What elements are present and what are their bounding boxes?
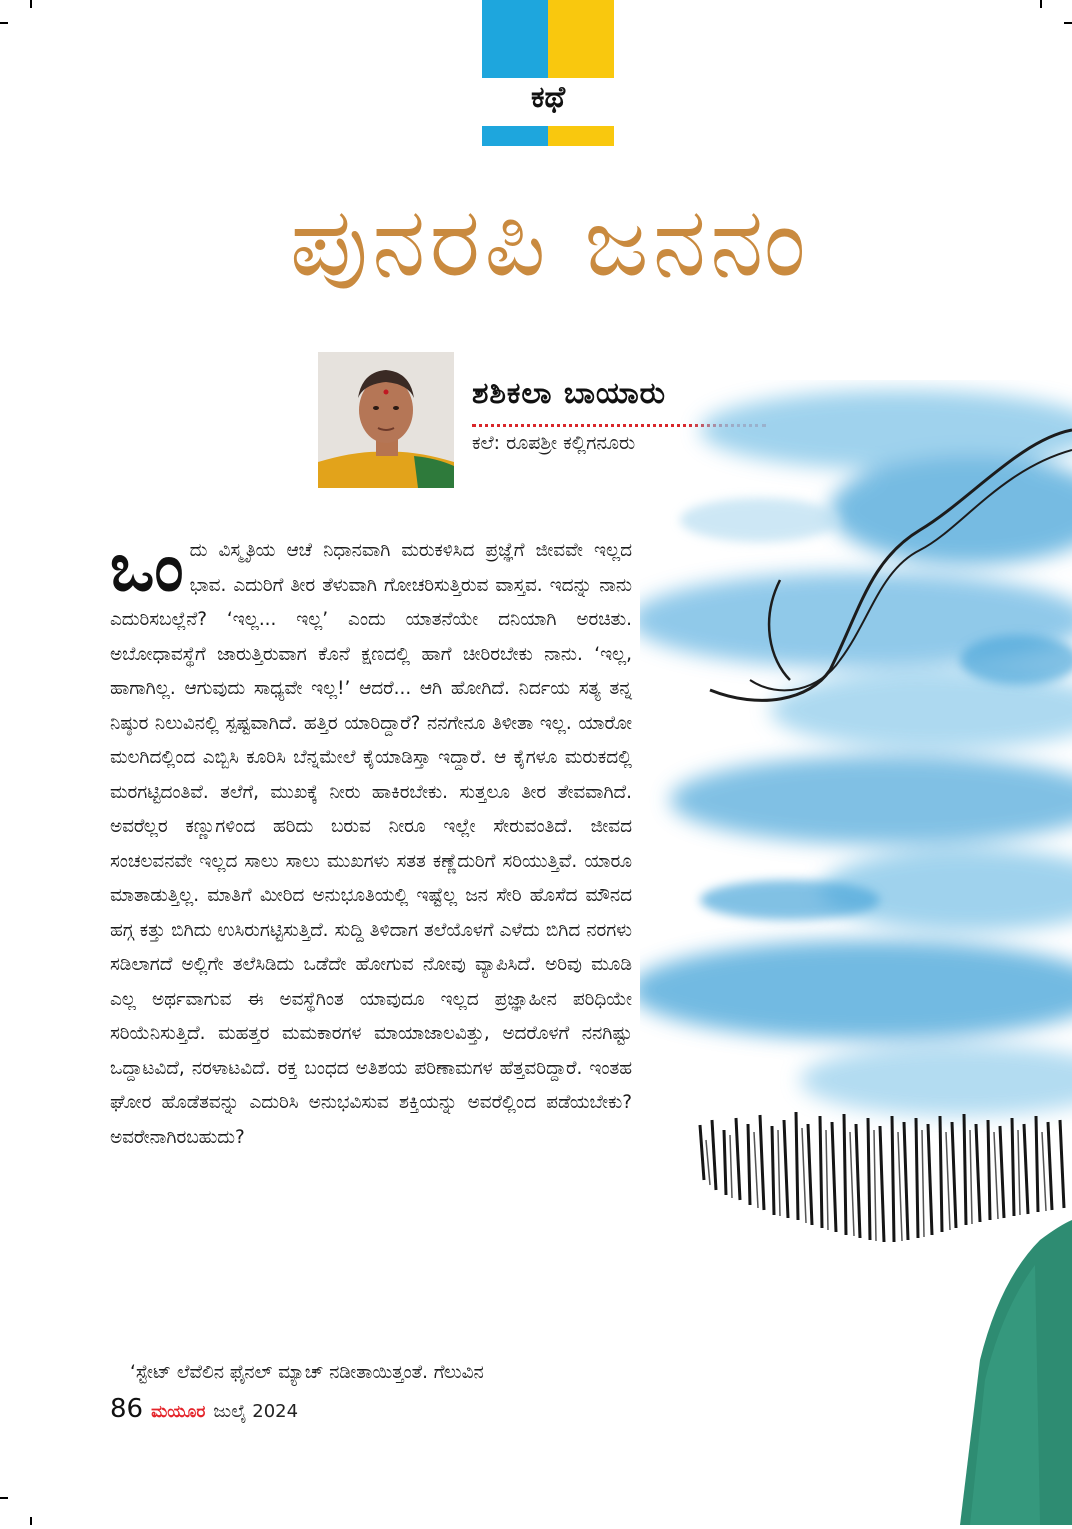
- crop-mark: [1040, 0, 1042, 8]
- author-photo: [318, 352, 454, 488]
- author-name: ಶಶಿಕಲಾ ಬಾಯಾರು: [472, 376, 667, 411]
- story-paragraph-1: ದು ವಿಸ್ಮೃತಿಯ ಆಚೆ ನಿಧಾನವಾಗಿ ಮರುಕಳಿಸಿದ ಪ್ರಜ್ಞೆಗೆ ಜೀವವೇ ಇಲ್ಲದ ಭಾವ. ಎದುರಿಗೆ ತೀರ ತೆಳುವಾಗಿ ಗೋಚರಿಸುತ್ತಿರುವ ವಾಸ್ತವ. ಇದನ್ನು ನಾನು ಎದುರಿಸಬಲ್ಲೆನೆ? ‘ಇಲ್ಲ... ಇಲ್ಲ’ ಎಂದು ಯಾತನೆಯೇ ದನಿಯಾಗಿ ಅರಚಿತು. ಅಬೋಧಾವಸ್ಥೆಗೆ ಜಾರುತ್ತಿರುವಾಗ ಕೊನೆ ಕ್ಷಣದಲ್ಲಿ ಹಾಗೆ ಚೀರಿರಬೇಕು ನಾನು. ‘ಇಲ್ಲ, ಹಾಗಾಗಿಲ್ಲ. ಆಗುವುದು ಸಾಧ್ಯವೇ ಇಲ್ಲ!’ ಆದರೆ... ಆಗಿ ಹೋಗಿದೆ. ನಿರ್ದಯ ಸತ್ಯ ತನ್ನ ನಿಷ್ಠುರ ನಿಲುವಿನಲ್ಲಿ ಸ್ಪಷ್ಟವಾಗಿದೆ. ಹತ್ತಿರ ಯಾರಿದ್ದಾರೆ? ನನಗೇನೂ ತಿಳೀತಾ ಇಲ್ಲ. ಯಾರೋ ಮಲಗಿದಲ್ಲಿಂದ ಎಬ್ಬಿಸಿ ಕೂರಿಸಿ ಬೆನ್ನಮೇಲೆ ಕೈಯಾಡಿಸ್ತಾ ಇದ್ದಾರೆ. ಆ ಕೈಗಳೂ ಮರುಕದಲ್ಲಿ ಮರಗಟ್ಟಿದಂತಿವೆ. ತಲೆಗೆ, ಮುಖಕ್ಕೆ ನೀರು ಹಾಕಿರಬೇಕು. ಸುತ್ತಲೂ ತೀರ ತೇವವಾಗಿದೆ. ಅವರೆಲ್ಲರ ಕಣ್ಣುಗಳಿಂದ ಹರಿದು ಬರುವ ನೀರೂ ಇಲ್ಲೇ ಸೇರುವಂತಿದೆ. ಜೀವದ ಸಂಚಲವನವೇ ಇಲ್ಲದ ಸಾಲು ಸಾಲು ಮುಖಗಳು ಸತತ ಕಣ್ಣೆದುರಿಗೆ ಸರಿಯುತ್ತಿವೆ. ಯಾರೂ ಮಾತಾಡುತ್ತಿಲ್ಲ. ಮಾತಿಗೆ ಮೀರಿದ ಅನುಭೂತಿಯಲ್ಲಿ ಇಷ್ಟೆಲ್ಲ ಜನ ಸೇರಿ ಹೊಸೆದ ಮೌನದ ಹಗ್ಗ ಕತ್ತು ಬಿಗಿದು ಉಸಿರುಗಟ್ಟಿಸುತ್ತಿದೆ. ಸುದ್ದಿ ತಿಳಿದಾಗ ತಲೆಯೊಳಗೆ ಎಳೆದು ಬಿಗಿದ ನರಗಳು ಸಡಿಲಾಗದೆ ಅಲ್ಲಿಗೇ ತಲೆಸಿಡಿದು ಒಡೆದೇ ಹೋಗುವ ನೋವು ವ್ಯಾಪಿಸಿದೆ. ಅರಿವು ಮೂಡಿ ಎಲ್ಲ ಅರ್ಥವಾಗುವ ಈ ಅವಸ್ಥೆಗಿಂತ ಯಾವುದೂ ಇಲ್ಲದ ಪ್ರಜ್ಞಾಹೀನ ಪರಿಧಿಯೇ ಸರಿಯೆನಿಸುತ್ತಿದೆ. ಮಹತ್ತರ ಮಮಕಾರಗಳ ಮಾಯಾಜಾಲವಿತ್ತು, ಅದರೊಳಗೆ ನನಗಿಷ್ಟು ಒದ್ದಾಟವಿದೆ, ನರಳಾಟವಿದೆ. ರಕ್ತ ಬಂಧದ ಅತಿಶಯ ಪರಿಣಾಮಗಳ ಹೆತ್ತವರಿದ್ದಾರೆ. ಇಂತಹ ಘೋರ ಹೊಡೆತವನ್ನು ಎದುರಿಸಿ ಅನುಭವಿಸುವ ಶಕ್ತಿಯನ್ನು ಅವರೆಲ್ಲಿಂದ ಪಡೆಯಬೇಕು? ಅವರೇನಾಗಿರಬಹುದು?: [110, 540, 632, 1148]
- issue-date: ಜುಲೈ 2024: [213, 1401, 299, 1422]
- story-body: [110, 529, 632, 1155]
- drop-cap: ಒಂ: [110, 529, 184, 606]
- badge-color-bar-bottom: [482, 126, 614, 146]
- page-number: 86: [110, 1394, 144, 1424]
- section-label: ಕಥೆ: [530, 80, 566, 115]
- illustration: [640, 380, 1072, 1525]
- art-credit: ಕಲೆ: ರೂಪಶ್ರೀ ಕಲ್ಲಿಗನೂರು: [472, 432, 636, 454]
- page-footer: [110, 1394, 298, 1424]
- crop-mark: [1064, 22, 1072, 24]
- crop-mark: [0, 1497, 8, 1499]
- crop-mark: [30, 1517, 32, 1525]
- crop-mark: [30, 0, 32, 8]
- section-badge: [482, 0, 614, 146]
- magazine-logo: ಮಯೂರ: [151, 1402, 206, 1422]
- badge-color-bar-top: [482, 0, 614, 78]
- crop-mark: [0, 22, 8, 24]
- story-paragraph-2: ‘ಸ್ಟೇಟ್ ಲೆವೆಲಿನ ಫೈನಲ್ ಮ್ಯಾಚ್ ನಡೀತಾಯಿತ್ತಂತೆ. ಗೆಲುವಿನ: [130, 1362, 484, 1383]
- story-title: ಪುನರಪಿ ಜನನಂ: [289, 186, 811, 298]
